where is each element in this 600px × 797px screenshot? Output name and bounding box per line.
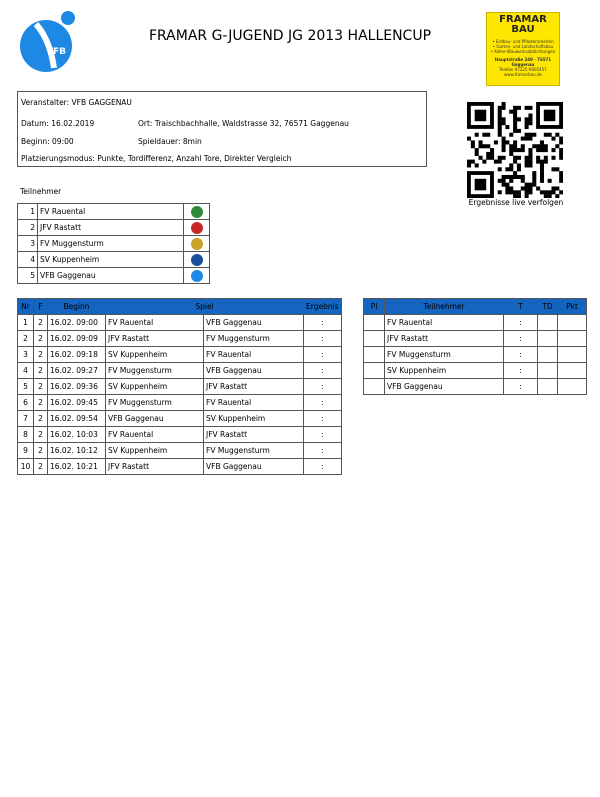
game-away-team: VFB Gaggenau xyxy=(204,315,304,331)
standings-goal-diff xyxy=(538,379,558,395)
team-row xyxy=(18,252,210,268)
game-number: 8 xyxy=(18,427,34,443)
team-number: 3 xyxy=(18,236,38,252)
game-home-team: FV Muggensturm xyxy=(106,395,204,411)
team-name: FV Muggensturm xyxy=(38,236,184,252)
standings-table xyxy=(363,298,587,395)
game-away-team: JFV Rastatt xyxy=(204,379,304,395)
game-home-team: JFV Rastatt xyxy=(106,459,204,475)
standings-goal-diff xyxy=(538,331,558,347)
vfb-logo-text: VFB xyxy=(46,47,66,57)
game-row xyxy=(18,331,342,347)
standings-team: FV Rauental xyxy=(385,315,504,331)
standings-place xyxy=(364,363,385,379)
sponsor-line: Hauptstraße 249 · 76571 Gaggenau xyxy=(494,57,552,67)
team-number: 2 xyxy=(18,220,38,236)
game-home-team: JFV Rastatt xyxy=(106,331,204,347)
game-start: 16.02. 10:21 xyxy=(48,459,106,475)
page-title: FRAMAR G-JUGEND JG 2013 HALLENCUP xyxy=(148,28,432,44)
organizer: Veranstalter: VFB GAGGENAU xyxy=(21,98,132,107)
standings-goals: : xyxy=(504,315,538,331)
game-field: 2 xyxy=(34,427,48,443)
team-name: VFB Gaggenau xyxy=(38,268,184,284)
game-number: 2 xyxy=(18,331,34,347)
games-table xyxy=(17,298,342,475)
game-number: 5 xyxy=(18,379,34,395)
game-number: 7 xyxy=(18,411,34,427)
team-crest-cell xyxy=(184,268,210,284)
col-place: Pl xyxy=(364,299,385,315)
start-time: Beginn: 09:00 xyxy=(21,137,74,146)
team-name: JFV Rastatt xyxy=(38,220,184,236)
sponsor-line: • Garten- und Landschaftsbau xyxy=(492,44,554,49)
team-row xyxy=(18,204,210,220)
game-result: : xyxy=(304,363,342,379)
game-home-team: FV Rauental xyxy=(106,315,204,331)
standings-place xyxy=(364,315,385,331)
standings-goals: : xyxy=(504,347,538,363)
game-row xyxy=(18,411,342,427)
game-start: 16.02. 09:27 xyxy=(48,363,106,379)
team-name: FV Rauental xyxy=(38,204,184,220)
standings-goal-diff xyxy=(538,347,558,363)
standings-goals: : xyxy=(504,379,538,395)
col-goal-diff: TD xyxy=(538,299,558,315)
game-result: : xyxy=(304,347,342,363)
location: Ort: Traischbachhalle, Waldstrasse 32, 76571 Gaggenau xyxy=(138,119,349,128)
game-row xyxy=(18,379,342,395)
team-crest-cell xyxy=(184,204,210,220)
standings-row xyxy=(364,315,587,331)
game-field: 2 xyxy=(34,411,48,427)
game-row xyxy=(18,443,342,459)
game-field: 2 xyxy=(34,347,48,363)
game-away-team: VFB Gaggenau xyxy=(204,459,304,475)
team-crest-cell xyxy=(184,252,210,268)
game-number: 10 xyxy=(18,459,34,475)
game-number: 3 xyxy=(18,347,34,363)
game-field: 2 xyxy=(34,331,48,347)
game-away-team: SV Kuppenheim xyxy=(204,411,304,427)
standings-goal-diff xyxy=(538,315,558,331)
game-start: 16.02. 09:45 xyxy=(48,395,106,411)
col-nr: Nr xyxy=(18,299,34,315)
col-game: Spiel xyxy=(106,299,304,315)
standings-points xyxy=(558,347,587,363)
game-start: 16.02. 09:18 xyxy=(48,347,106,363)
team-row xyxy=(18,268,210,284)
teams-table xyxy=(17,203,210,284)
game-home-team: SV Kuppenheim xyxy=(106,379,204,395)
date: Datum: 16.02.2019 xyxy=(21,119,95,128)
sv-kuppenheim-crest-icon xyxy=(191,254,203,266)
placement-mode: Platzierungsmodus: Punkte, Tordifferenz, Anzahl Tore, Direkter Vergleich xyxy=(21,154,292,163)
standings-team: JFV Rastatt xyxy=(385,331,504,347)
standings-team: VFB Gaggenau xyxy=(385,379,504,395)
standings-place xyxy=(364,379,385,395)
standings-goal-diff xyxy=(538,363,558,379)
game-field: 2 xyxy=(34,379,48,395)
teams-title: Teilnehmer xyxy=(20,187,62,196)
game-result: : xyxy=(304,331,342,347)
game-home-team: FV Rauental xyxy=(106,427,204,443)
qr-caption: Ergebnisse live verfolgen xyxy=(468,198,564,207)
sponsor-line: www.framarbau.de xyxy=(503,72,542,77)
jfv-rastatt-crest-icon xyxy=(191,222,203,234)
standings-team: SV Kuppenheim xyxy=(385,363,504,379)
standings-place xyxy=(364,347,385,363)
game-away-team: FV Rauental xyxy=(204,347,304,363)
game-number: 9 xyxy=(18,443,34,459)
game-number: 6 xyxy=(18,395,34,411)
game-result: : xyxy=(304,379,342,395)
col-field: F xyxy=(34,299,48,315)
game-number: 4 xyxy=(18,363,34,379)
game-start: 16.02. 09:54 xyxy=(48,411,106,427)
game-home-team: VFB Gaggenau xyxy=(106,411,204,427)
team-crest-cell xyxy=(184,236,210,252)
game-home-team: FV Muggensturm xyxy=(106,363,204,379)
game-field: 2 xyxy=(34,459,48,475)
sponsor-line: • Keller-/Bauwerksabdichtungen xyxy=(490,49,556,54)
fv-muggensturm-crest-icon xyxy=(191,238,203,250)
game-row xyxy=(18,315,342,331)
game-field: 2 xyxy=(34,443,48,459)
game-away-team: VFB Gaggenau xyxy=(204,363,304,379)
game-result: : xyxy=(304,411,342,427)
game-away-team: FV Muggensturm xyxy=(204,331,304,347)
standings-row xyxy=(364,379,587,395)
team-name: SV Kuppenheim xyxy=(38,252,184,268)
game-row xyxy=(18,459,342,475)
standings-row xyxy=(364,363,587,379)
game-start: 16.02. 10:12 xyxy=(48,443,106,459)
sponsor-logo xyxy=(486,12,560,86)
game-start: 16.02. 10:03 xyxy=(48,427,106,443)
game-row xyxy=(18,347,342,363)
col-result: Ergebnis xyxy=(304,299,342,315)
col-goals: T xyxy=(504,299,538,315)
team-number: 4 xyxy=(18,252,38,268)
tournament-info-box xyxy=(17,91,427,167)
sponsor-name-bottom: BAU xyxy=(511,24,535,35)
game-field: 2 xyxy=(34,315,48,331)
game-away-team: FV Rauental xyxy=(204,395,304,411)
game-start: 16.02. 09:00 xyxy=(48,315,106,331)
team-row xyxy=(18,220,210,236)
game-field: 2 xyxy=(34,363,48,379)
game-row xyxy=(18,427,342,443)
game-field: 2 xyxy=(34,395,48,411)
qr-code[interactable] xyxy=(467,102,563,198)
game-row xyxy=(18,395,342,411)
game-result: : xyxy=(304,427,342,443)
game-away-team: JFV Rastatt xyxy=(204,427,304,443)
team-number: 5 xyxy=(18,268,38,284)
standings-team: FV Muggensturm xyxy=(385,347,504,363)
game-result: : xyxy=(304,315,342,331)
sponsor-line: • Erdbau- und Pflasterarbeiten xyxy=(492,39,554,44)
game-number: 1 xyxy=(18,315,34,331)
standings-goals: : xyxy=(504,331,538,347)
game-home-team: SV Kuppenheim xyxy=(106,347,204,363)
standings-goals: : xyxy=(504,363,538,379)
game-start: 16.02. 09:09 xyxy=(48,331,106,347)
team-number: 1 xyxy=(18,204,38,220)
game-result: : xyxy=(304,395,342,411)
vfb-logo xyxy=(16,10,80,74)
standings-place xyxy=(364,331,385,347)
game-home-team: SV Kuppenheim xyxy=(106,443,204,459)
col-team: Teilnehmer xyxy=(385,299,504,315)
team-row xyxy=(18,236,210,252)
standings-row xyxy=(364,331,587,347)
col-start: Beginn xyxy=(48,299,106,315)
standings-points xyxy=(558,379,587,395)
standings-points xyxy=(558,363,587,379)
vfb-gaggenau-crest-icon xyxy=(191,270,203,282)
game-start: 16.02. 09:36 xyxy=(48,379,106,395)
sponsor-line: Telefon 07225-9005457 xyxy=(499,67,547,72)
col-points: Pkt xyxy=(558,299,587,315)
standings-points xyxy=(558,331,587,347)
game-result: : xyxy=(304,443,342,459)
sponsor-name-top: FRAMAR xyxy=(499,14,547,25)
game-away-team: FV Muggensturm xyxy=(204,443,304,459)
game-row xyxy=(18,363,342,379)
standings-row xyxy=(364,347,587,363)
fv-rauental-crest-icon xyxy=(191,206,203,218)
game-result: : xyxy=(304,459,342,475)
standings-points xyxy=(558,315,587,331)
duration: Spieldauer: 8min xyxy=(138,137,202,146)
team-crest-cell xyxy=(184,220,210,236)
